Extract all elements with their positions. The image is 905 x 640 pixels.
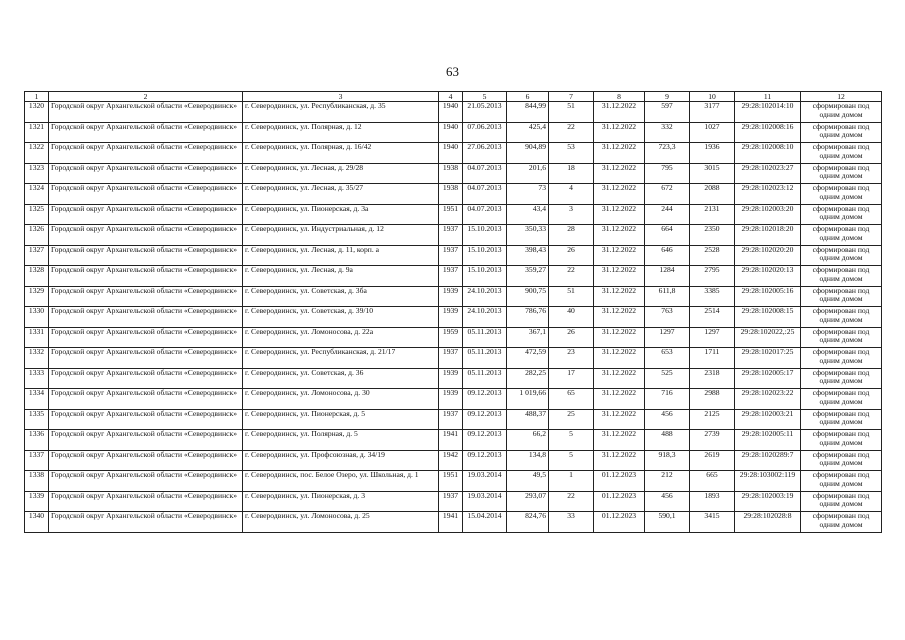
address-cell: г. Северодвинск, ул. Полярная, д. 12 (243, 122, 439, 143)
area-cell: 1 019,66 (507, 389, 549, 410)
deadline-date-cell: 31.12.2022 (594, 368, 645, 389)
address-cell: г. Северодвинск, ул. Лесная, д. 35/27 (243, 184, 439, 205)
row-number-cell: 1330 (25, 307, 49, 328)
area-cell: 134,8 (507, 450, 549, 471)
cadastral-number-cell: 29:28:102008:15 (735, 307, 801, 328)
table-row (25, 409, 882, 430)
municipality-cell: Городской округ Архангельской области «Северодвинск» (49, 430, 243, 451)
table-row (25, 512, 882, 533)
area-cell: 73 (507, 184, 549, 205)
table-row (25, 143, 882, 164)
land-status-cell: сформирован под одним домом (801, 327, 882, 348)
deadline-date-cell: 01.12.2023 (594, 471, 645, 492)
address-cell: г. Северодвинск, ул. Ломоносова, д. 30 (243, 389, 439, 410)
area-cell: 367,1 (507, 327, 549, 348)
housing-table (24, 91, 882, 533)
residents-cell: 25 (549, 409, 594, 430)
municipality-cell: Городской округ Архангельской области «Северодвинск» (49, 102, 243, 123)
cadastral-value-cell: 2619 (690, 450, 735, 471)
municipality-cell: Городской округ Архангельской области «Северодвинск» (49, 163, 243, 184)
address-cell: г. Северодвинск, ул. Республиканская, д. 35 (243, 102, 439, 123)
land-area-cell: 672 (645, 184, 690, 205)
land-area-cell: 525 (645, 368, 690, 389)
date-cell: 15.10.2013 (463, 245, 507, 266)
cadastral-value-cell: 1297 (690, 327, 735, 348)
cadastral-number-cell: 29:28:102003:20 (735, 204, 801, 225)
year-built-cell: 1937 (439, 266, 463, 287)
deadline-date-cell: 01.12.2023 (594, 491, 645, 512)
table-row (25, 122, 882, 143)
cadastral-value-cell: 2528 (690, 245, 735, 266)
row-number-cell: 1329 (25, 286, 49, 307)
date-cell: 05.11.2013 (463, 348, 507, 369)
municipality-cell: Городской округ Архангельской области «Северодвинск» (49, 204, 243, 225)
table-row (25, 163, 882, 184)
residents-cell: 51 (549, 286, 594, 307)
land-area-cell: 1284 (645, 266, 690, 287)
address-cell: г. Северодвинск, ул. Республиканская, д. 21/17 (243, 348, 439, 369)
area-cell: 43,4 (507, 204, 549, 225)
date-cell: 07.06.2013 (463, 122, 507, 143)
area-cell: 900,75 (507, 286, 549, 307)
row-number-cell: 1321 (25, 122, 49, 143)
year-built-cell: 1940 (439, 102, 463, 123)
cadastral-number-cell: 29:28:102022,:25 (735, 327, 801, 348)
residents-cell: 1 (549, 471, 594, 492)
cadastral-number-cell: 29:28:102003:21 (735, 409, 801, 430)
table-row (25, 430, 882, 451)
area-cell: 398,43 (507, 245, 549, 266)
area-cell: 472,59 (507, 348, 549, 369)
table-row (25, 450, 882, 471)
row-number-cell: 1333 (25, 368, 49, 389)
cadastral-number-cell: 29:28:102017:25 (735, 348, 801, 369)
row-number-cell: 1338 (25, 471, 49, 492)
date-cell: 24.10.2013 (463, 286, 507, 307)
cadastral-value-cell: 2131 (690, 204, 735, 225)
land-area-cell: 244 (645, 204, 690, 225)
year-built-cell: 1939 (439, 286, 463, 307)
land-status-cell: сформирован под одним домом (801, 184, 882, 205)
residents-cell: 22 (549, 491, 594, 512)
residents-cell: 4 (549, 184, 594, 205)
year-built-cell: 1937 (439, 245, 463, 266)
column-number-1: 1 (25, 92, 49, 102)
address-cell: г. Северодвинск, ул. Советская, д. 3ба (243, 286, 439, 307)
land-area-cell: 723,3 (645, 143, 690, 164)
cadastral-value-cell: 2350 (690, 225, 735, 246)
area-cell: 66,2 (507, 430, 549, 451)
land-area-cell: 611,8 (645, 286, 690, 307)
deadline-date-cell: 31.12.2022 (594, 245, 645, 266)
row-number-cell: 1323 (25, 163, 49, 184)
date-cell: 21.05.2013 (463, 102, 507, 123)
year-built-cell: 1939 (439, 389, 463, 410)
land-area-cell: 456 (645, 491, 690, 512)
land-status-cell: сформирован под одним домом (801, 491, 882, 512)
row-number-cell: 1328 (25, 266, 49, 287)
address-cell: г. Северодвинск, пос. Белое Озеро, ул. Школьная, д. 1 (243, 471, 439, 492)
year-built-cell: 1959 (439, 327, 463, 348)
land-area-cell: 795 (645, 163, 690, 184)
cadastral-value-cell: 1711 (690, 348, 735, 369)
cadastral-number-cell: 29:28:102020:13 (735, 266, 801, 287)
land-status-cell: сформирован под одним домом (801, 389, 882, 410)
land-status-cell: сформирован под одним домом (801, 122, 882, 143)
area-cell: 293,07 (507, 491, 549, 512)
date-cell: 15.10.2013 (463, 225, 507, 246)
deadline-date-cell: 31.12.2022 (594, 409, 645, 430)
residents-cell: 26 (549, 245, 594, 266)
column-number-5: 5 (463, 92, 507, 102)
cadastral-value-cell: 2318 (690, 368, 735, 389)
deadline-date-cell: 31.12.2022 (594, 225, 645, 246)
municipality-cell: Городской округ Архангельской области «Северодвинск» (49, 368, 243, 389)
row-number-cell: 1322 (25, 143, 49, 164)
date-cell: 04.07.2013 (463, 204, 507, 225)
cadastral-number-cell: 29:28:102023:27 (735, 163, 801, 184)
cadastral-number-cell: 29:28:102018:20 (735, 225, 801, 246)
address-cell: г. Северодвинск, ул. Пионерская, д. 3 (243, 491, 439, 512)
area-cell: 425,4 (507, 122, 549, 143)
year-built-cell: 1940 (439, 122, 463, 143)
table-row (25, 348, 882, 369)
land-status-cell: сформирован под одним домом (801, 430, 882, 451)
row-number-cell: 1337 (25, 450, 49, 471)
date-cell: 05.11.2013 (463, 327, 507, 348)
row-number-cell: 1334 (25, 389, 49, 410)
table-row (25, 184, 882, 205)
row-number-cell: 1320 (25, 102, 49, 123)
area-cell: 786,76 (507, 307, 549, 328)
row-number-cell: 1339 (25, 491, 49, 512)
table-row (25, 225, 882, 246)
cadastral-value-cell: 1893 (690, 491, 735, 512)
date-cell: 09.12.2013 (463, 430, 507, 451)
cadastral-number-cell: 29:28:102028:8 (735, 512, 801, 533)
area-cell: 201,6 (507, 163, 549, 184)
address-cell: г. Северодвинск, ул. Ломоносова, д. 25 (243, 512, 439, 533)
area-cell: 904,89 (507, 143, 549, 164)
deadline-date-cell: 31.12.2022 (594, 102, 645, 123)
land-area-cell: 646 (645, 245, 690, 266)
year-built-cell: 1942 (439, 450, 463, 471)
land-status-cell: сформирован под одним домом (801, 471, 882, 492)
municipality-cell: Городской округ Архангельской области «Северодвинск» (49, 225, 243, 246)
land-area-cell: 918,3 (645, 450, 690, 471)
address-cell: г. Северодвинск, ул. Пионерская, д. 3а (243, 204, 439, 225)
land-area-cell: 488 (645, 430, 690, 451)
land-status-cell: сформирован под одним домом (801, 225, 882, 246)
municipality-cell: Городской округ Архангельской области «Северодвинск» (49, 512, 243, 533)
deadline-date-cell: 31.12.2022 (594, 307, 645, 328)
land-status-cell: сформирован под одним домом (801, 512, 882, 533)
cadastral-number-cell: 29:28:102020:20 (735, 245, 801, 266)
deadline-date-cell: 31.12.2022 (594, 122, 645, 143)
table-body (25, 102, 882, 533)
residents-cell: 51 (549, 102, 594, 123)
land-area-cell: 1297 (645, 327, 690, 348)
municipality-cell: Городской округ Архангельской области «Северодвинск» (49, 286, 243, 307)
residents-cell: 3 (549, 204, 594, 225)
land-area-cell: 763 (645, 307, 690, 328)
cadastral-number-cell: 29:28:102014:10 (735, 102, 801, 123)
land-area-cell: 653 (645, 348, 690, 369)
land-status-cell: сформирован под одним домом (801, 368, 882, 389)
area-cell: 282,25 (507, 368, 549, 389)
deadline-date-cell: 31.12.2022 (594, 266, 645, 287)
date-cell: 24.10.2013 (463, 307, 507, 328)
year-built-cell: 1940 (439, 143, 463, 164)
cadastral-number-cell: 29:28:102008:10 (735, 143, 801, 164)
land-status-cell: сформирован под одним домом (801, 163, 882, 184)
area-cell: 49,5 (507, 471, 549, 492)
residents-cell: 33 (549, 512, 594, 533)
municipality-cell: Городской округ Архангельской области «Северодвинск» (49, 491, 243, 512)
table-row (25, 102, 882, 123)
residents-cell: 5 (549, 450, 594, 471)
cadastral-value-cell: 2988 (690, 389, 735, 410)
residents-cell: 5 (549, 430, 594, 451)
date-cell: 09.12.2013 (463, 409, 507, 430)
date-cell: 04.07.2013 (463, 184, 507, 205)
table-row (25, 286, 882, 307)
deadline-date-cell: 31.12.2022 (594, 163, 645, 184)
cadastral-number-cell: 29:28:102005:17 (735, 368, 801, 389)
land-area-cell: 332 (645, 122, 690, 143)
column-number-11: 11 (735, 92, 801, 102)
address-cell: г. Северодвинск, ул. Полярная, д. 5 (243, 430, 439, 451)
row-number-cell: 1331 (25, 327, 49, 348)
municipality-cell: Городской округ Архангельской области «Северодвинск» (49, 245, 243, 266)
row-number-cell: 1325 (25, 204, 49, 225)
page-number: 63 (446, 64, 459, 79)
year-built-cell: 1941 (439, 512, 463, 533)
year-built-cell: 1939 (439, 307, 463, 328)
cadastral-number-cell: 29:28:1020289:7 (735, 450, 801, 471)
address-cell: г. Северодвинск, ул. Ломоносова, д. 22а (243, 327, 439, 348)
date-cell: 05.11.2013 (463, 368, 507, 389)
row-number-cell: 1324 (25, 184, 49, 205)
address-cell: г. Северодвинск, ул. Пионерская, д. 5 (243, 409, 439, 430)
cadastral-number-cell: 29:28:102003:19 (735, 491, 801, 512)
year-built-cell: 1938 (439, 163, 463, 184)
table-row (25, 491, 882, 512)
table-row (25, 266, 882, 287)
residents-cell: 22 (549, 122, 594, 143)
date-cell: 04.07.2013 (463, 163, 507, 184)
address-cell: г. Северодвинск, ул. Советская, д. 36 (243, 368, 439, 389)
cadastral-value-cell: 2125 (690, 409, 735, 430)
year-built-cell: 1951 (439, 471, 463, 492)
row-number-cell: 1340 (25, 512, 49, 533)
land-status-cell: сформирован под одним домом (801, 307, 882, 328)
cadastral-value-cell: 2795 (690, 266, 735, 287)
cadastral-value-cell: 2739 (690, 430, 735, 451)
column-number-8: 8 (594, 92, 645, 102)
municipality-cell: Городской округ Архангельской области «Северодвинск» (49, 307, 243, 328)
deadline-date-cell: 31.12.2022 (594, 204, 645, 225)
deadline-date-cell: 31.12.2022 (594, 327, 645, 348)
year-built-cell: 1937 (439, 348, 463, 369)
land-area-cell: 212 (645, 471, 690, 492)
cadastral-value-cell: 665 (690, 471, 735, 492)
municipality-cell: Городской округ Архангельской области «Северодвинск» (49, 409, 243, 430)
municipality-cell: Городской округ Архангельской области «Северодвинск» (49, 389, 243, 410)
cadastral-value-cell: 1027 (690, 122, 735, 143)
cadastral-value-cell: 3015 (690, 163, 735, 184)
year-built-cell: 1939 (439, 368, 463, 389)
land-status-cell: сформирован под одним домом (801, 245, 882, 266)
land-area-cell: 456 (645, 409, 690, 430)
year-built-cell: 1937 (439, 491, 463, 512)
land-status-cell: сформирован под одним домом (801, 348, 882, 369)
column-number-7: 7 (549, 92, 594, 102)
land-area-cell: 597 (645, 102, 690, 123)
residents-cell: 17 (549, 368, 594, 389)
cadastral-number-cell: 29:28:102005:11 (735, 430, 801, 451)
address-cell: г. Северодвинск, ул. Лесная, д. 29/28 (243, 163, 439, 184)
cadastral-value-cell: 2514 (690, 307, 735, 328)
residents-cell: 53 (549, 143, 594, 164)
table-row (25, 307, 882, 328)
table-row (25, 204, 882, 225)
table-row (25, 471, 882, 492)
deadline-date-cell: 01.12.2023 (594, 512, 645, 533)
date-cell: 19.03.2014 (463, 471, 507, 492)
date-cell: 15.04.2014 (463, 512, 507, 533)
municipality-cell: Городской округ Архангельской области «Северодвинск» (49, 450, 243, 471)
deadline-date-cell: 31.12.2022 (594, 286, 645, 307)
deadline-date-cell: 31.12.2022 (594, 348, 645, 369)
land-status-cell: сформирован под одним домом (801, 266, 882, 287)
date-cell: 09.12.2013 (463, 450, 507, 471)
row-number-cell: 1332 (25, 348, 49, 369)
residents-cell: 40 (549, 307, 594, 328)
column-number-row (25, 92, 882, 102)
cadastral-number-cell: 29:28:103002:119 (735, 471, 801, 492)
year-built-cell: 1937 (439, 409, 463, 430)
column-number-2: 2 (49, 92, 243, 102)
cadastral-number-cell: 29:28:102005:16 (735, 286, 801, 307)
land-status-cell: сформирован под одним домом (801, 409, 882, 430)
address-cell: г. Северодвинск, ул. Профсоюзная, д. 34/19 (243, 450, 439, 471)
row-number-cell: 1336 (25, 430, 49, 451)
address-cell: г. Северодвинск, ул. Советская, д. 39/10 (243, 307, 439, 328)
address-cell: г. Северодвинск, ул. Полярная, д. 16/42 (243, 143, 439, 164)
table-row (25, 368, 882, 389)
municipality-cell: Городской округ Архангельской области «Северодвинск» (49, 143, 243, 164)
column-number-9: 9 (645, 92, 690, 102)
area-cell: 824,76 (507, 512, 549, 533)
land-area-cell: 664 (645, 225, 690, 246)
land-status-cell: сформирован под одним домом (801, 204, 882, 225)
land-status-cell: сформирован под одним домом (801, 450, 882, 471)
column-number-3: 3 (243, 92, 439, 102)
address-cell: г. Северодвинск, ул. Лесная, д. 11, корп. а (243, 245, 439, 266)
residents-cell: 22 (549, 266, 594, 287)
deadline-date-cell: 31.12.2022 (594, 143, 645, 164)
land-status-cell: сформирован под одним домом (801, 286, 882, 307)
deadline-date-cell: 31.12.2022 (594, 389, 645, 410)
date-cell: 09.12.2013 (463, 389, 507, 410)
column-number-4: 4 (439, 92, 463, 102)
year-built-cell: 1938 (439, 184, 463, 205)
row-number-cell: 1326 (25, 225, 49, 246)
year-built-cell: 1937 (439, 225, 463, 246)
municipality-cell: Городской округ Архангельской области «Северодвинск» (49, 122, 243, 143)
deadline-date-cell: 31.12.2022 (594, 184, 645, 205)
cadastral-value-cell: 1936 (690, 143, 735, 164)
area-cell: 844,99 (507, 102, 549, 123)
area-cell: 350,33 (507, 225, 549, 246)
municipality-cell: Городской округ Архангельской области «Северодвинск» (49, 184, 243, 205)
table-row (25, 389, 882, 410)
cadastral-number-cell: 29:28:102008:16 (735, 122, 801, 143)
date-cell: 15.10.2013 (463, 266, 507, 287)
municipality-cell: Городской округ Архангельской области «Северодвинск» (49, 327, 243, 348)
cadastral-value-cell: 2088 (690, 184, 735, 205)
municipality-cell: Городской округ Архангельской области «Северодвинск» (49, 266, 243, 287)
residents-cell: 18 (549, 163, 594, 184)
area-cell: 359,27 (507, 266, 549, 287)
municipality-cell: Городской округ Архангельской области «Северодвинск» (49, 471, 243, 492)
residents-cell: 23 (549, 348, 594, 369)
cadastral-value-cell: 3385 (690, 286, 735, 307)
column-number-6: 6 (507, 92, 549, 102)
table-row (25, 245, 882, 266)
row-number-cell: 1327 (25, 245, 49, 266)
year-built-cell: 1951 (439, 204, 463, 225)
land-area-cell: 590,1 (645, 512, 690, 533)
residents-cell: 26 (549, 327, 594, 348)
column-number-12: 12 (801, 92, 882, 102)
date-cell: 27.06.2013 (463, 143, 507, 164)
residents-cell: 28 (549, 225, 594, 246)
area-cell: 488,37 (507, 409, 549, 430)
cadastral-number-cell: 29:28:102023:12 (735, 184, 801, 205)
column-number-10: 10 (690, 92, 735, 102)
land-area-cell: 716 (645, 389, 690, 410)
year-built-cell: 1941 (439, 430, 463, 451)
deadline-date-cell: 31.12.2022 (594, 450, 645, 471)
address-cell: г. Северодвинск, ул. Лесная, д. 9а (243, 266, 439, 287)
cadastral-value-cell: 3415 (690, 512, 735, 533)
row-number-cell: 1335 (25, 409, 49, 430)
residents-cell: 65 (549, 389, 594, 410)
municipality-cell: Городской округ Архангельской области «Северодвинск» (49, 348, 243, 369)
land-status-cell: сформирован под одним домом (801, 143, 882, 164)
land-status-cell: сформирован под одним домом (801, 102, 882, 123)
cadastral-number-cell: 29:28:102023:22 (735, 389, 801, 410)
deadline-date-cell: 31.12.2022 (594, 430, 645, 451)
table-row (25, 327, 882, 348)
cadastral-value-cell: 3177 (690, 102, 735, 123)
date-cell: 19.03.2014 (463, 491, 507, 512)
address-cell: г. Северодвинск, ул. Индустриальная, д. 12 (243, 225, 439, 246)
